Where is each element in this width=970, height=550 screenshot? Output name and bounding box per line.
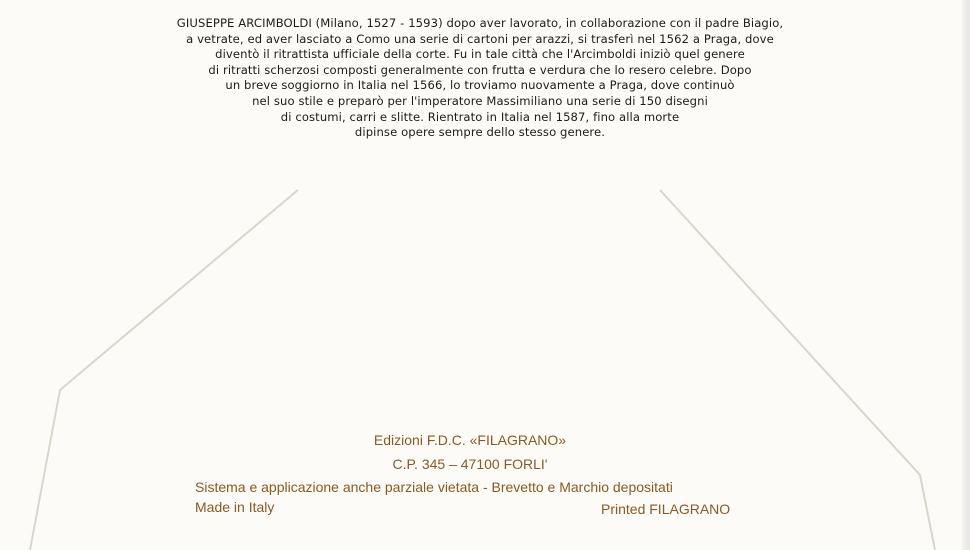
publisher-address: C.P. 345 – 47100 FORLI' [392, 456, 548, 472]
biography-line: GIUSEPPE ARCIMBOLDI (Milano, 1527 - 1593) dopo aver lavorato, in collaborazione con il padre Biagio, [176, 16, 784, 30]
biography-line: nel suo stile e preparò per l'imperatore Massimiliano una serie di 150 disegni [252, 93, 708, 108]
biography-line: a vetrate, ed aver lasciato a Como una serie di cartoni per arazzi, si trasferì nel 1562 a Praga, dove [186, 31, 774, 46]
biography-line: diventò il ritrattista ufficiale della corte. Fu in tale città che l'Arcimboldi iniziò quel genere [215, 47, 745, 62]
biography-line: di costumi, carri e slitte. Rientrato in Italia nel 1587, fino alla morte [280, 109, 680, 124]
rights-notice: Sistema e applicazione anche parziale vietata - Brevetto e Marchio depositati [195, 479, 673, 495]
arcimboldi-biography [40, 16, 920, 141]
printer-credit: Printed FILAGRANO [601, 501, 731, 517]
biography-line: dipinse opere sempre dello stesso genere. [354, 125, 606, 140]
biography-line: di ritratti scherzosi composti generalmente con frutta e verdura che lo resero celebre. Dopo [208, 62, 752, 77]
envelope-right-edge [962, 0, 970, 550]
right-flap-crease [660, 190, 935, 550]
biography-line: un breve soggiorno in Italia nel 1566, lo troviamo nuovamente a Praga, dove continuò [225, 78, 735, 93]
left-flap-crease [30, 190, 298, 550]
publisher-name: Edizioni F.D.C. «FILAGRANO» [373, 432, 567, 448]
made-in-italy: Made in Italy [195, 499, 275, 515]
